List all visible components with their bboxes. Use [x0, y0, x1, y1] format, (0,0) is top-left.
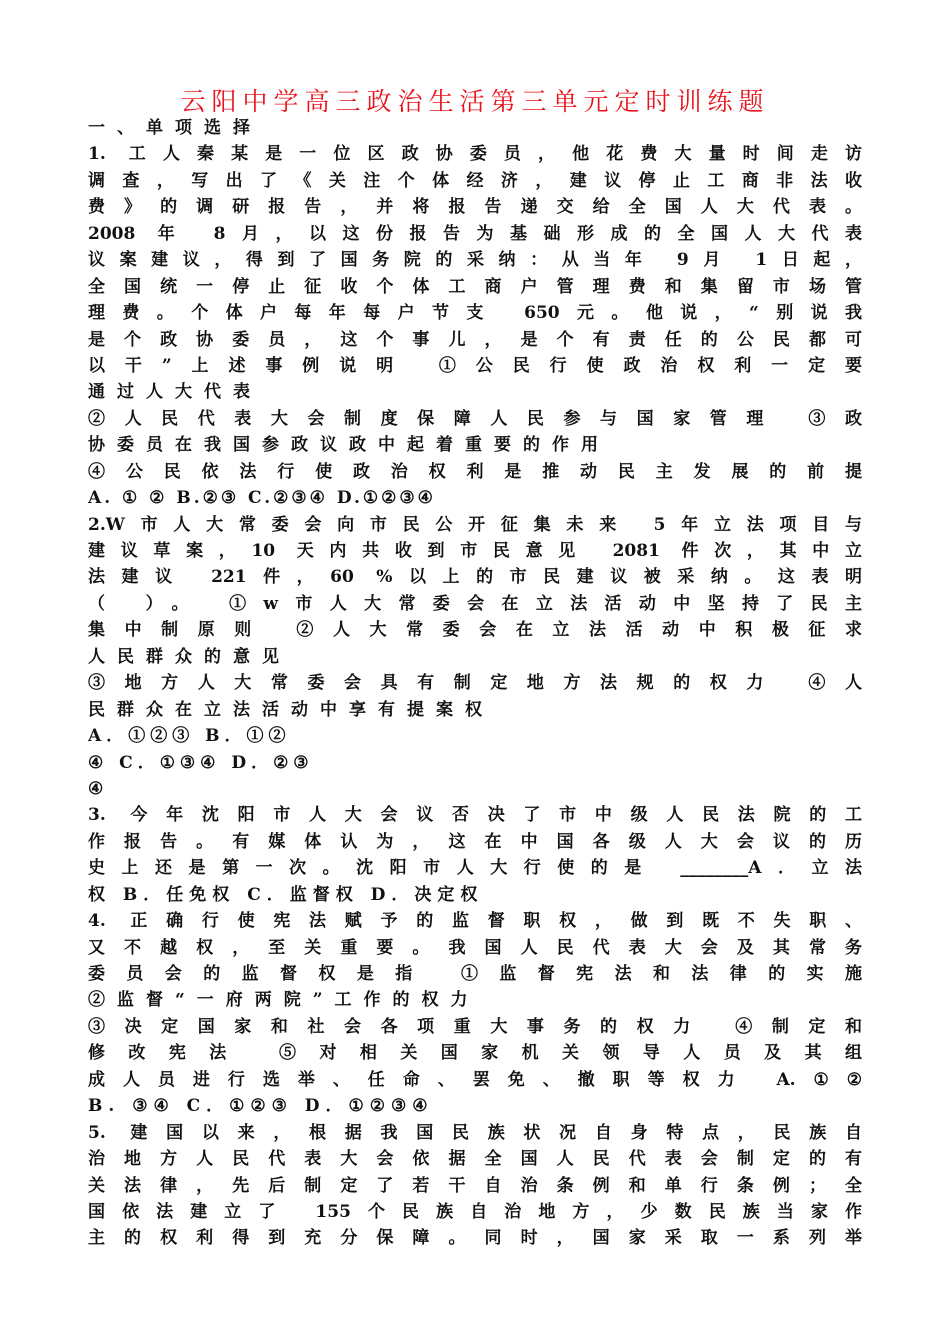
text-line: 建议草案，10 天内共收到市民意见 2081 件次，其中立 [88, 541, 862, 561]
option-line: 集中制原则 ②人大常委会在立法活动中积极征求 [88, 620, 862, 641]
text-line: 理费。个体户每年每户节支 650元。他说，“别说我 [88, 303, 862, 324]
text-line: 史上还是第一次。沈阳市人大行使的是 ________A．立法 [88, 858, 862, 879]
text-line: （ ）。 ①w市人大常委会在立法活动中坚持了民主 [88, 593, 862, 614]
answer-choices: A．①②③ B．①② [88, 726, 291, 747]
text-line: 2008 年 8月，以这份报告为基础形成的全国人大代表 [88, 223, 862, 244]
text-line: 2.W市人大常委会向市民公开征集未来 5年立法项目与 [88, 514, 862, 535]
text-line: 关法律，先后制定了若干自治条例和单行条例；全 [88, 1175, 862, 1196]
option-line: 协委员在我国参政议政中起着重要的作用 [88, 435, 610, 456]
answer-choices: ④ [88, 778, 104, 799]
text-line: 4. 正确行使宪法赋予的监督职权，做到既不失职、 [88, 911, 862, 932]
text-line: 作报告。有媒体认为，这在中国各级人大会议的历 [88, 831, 862, 852]
text-line: 通过人大代表 [88, 382, 262, 403]
option-line: 民群众在立法活动中享有提案权 [88, 699, 494, 720]
text-line: 治地方人民代表大会依据全国人民代表会制定的有 [88, 1149, 862, 1170]
option-line: ②人民代表大会制度保障人民参与国家管理 ③政 [88, 408, 862, 429]
text-line: 法建议 221件，60 %以上的市民建议被采纳。这表明 [88, 567, 862, 588]
text-line: 是个政协委员，这个事儿，是个有责任的公民都可 [88, 329, 862, 350]
text-line: 议案建议，得到了国务院的采纳：从当年 9月 1日起， [88, 250, 862, 271]
answer-choices: ④ C．①③④ D．②③ [88, 752, 314, 773]
text-line: 国依法建立了 155个民族自治地方，少数民族当家作 [88, 1201, 862, 1222]
option-line: ③决定国家和社会各项重大事务的权力 ④制定和 [88, 1016, 862, 1037]
document-body [88, 115, 862, 1252]
text-line: 主的权利得到充分保障。同时，国家采取一系列举 [88, 1228, 862, 1249]
option-line: ④公民依法行使政治权利是推动民主发展的前提 [88, 461, 862, 482]
document-title: 云阳中学高三政治生活第三单元定时训练题 [180, 87, 770, 116]
answer-choices: A. ① ② B.②③ C.②③④ D.①②③④ [88, 488, 436, 509]
text-line: 以干”上述事例说明 ①公民行使政治权利一定要 [88, 355, 862, 376]
option-line: 人民群众的意见 [88, 646, 291, 667]
option-line: 修改宪法 ⑤对相关国家机关领导人员及其组 [88, 1043, 862, 1064]
text-line: 全国统一停止征收个体工商户管理费和集留市场管 [88, 276, 862, 297]
text-line: 5. 建国以来，根据我国民族状况自身特点，民族自 [88, 1122, 862, 1143]
option-line: ②监督“一府两院”工作的权力 [88, 990, 480, 1011]
section-heading: 一、单项选择 [88, 118, 262, 138]
option-line: ③地方人大常委会具有制定地方法规的权力 ④人 [88, 673, 862, 694]
text-line: 调查，写出了《关注个体经济，建议停止工商非法收 [88, 170, 862, 191]
option-line: 成人员进行选举、任命、罢免、撤职等权力 A.①② [88, 1069, 862, 1090]
text-line: 3. 今年沈阳市人大会议否决了市中级人民法院的工 [88, 805, 862, 826]
answer-choices: 权 B．任免权 C．监督权 D．决定权 [88, 884, 484, 905]
text-line: 1. 工人秦某是一位区政协委员，他花费大量时间走访 [88, 144, 862, 165]
text-line: 委员会的监督权是指 ①监督宪法和法律的实施 [88, 964, 862, 984]
answer-choices: B. ③④ C．①②③ D．①②③④ [88, 1096, 434, 1117]
text-line: 费》的调研报告，并将报告递交给全国人大代表。 [88, 197, 862, 218]
text-line: 又不越权，至关重要。我国人民代表大会及其常务 [88, 937, 862, 958]
